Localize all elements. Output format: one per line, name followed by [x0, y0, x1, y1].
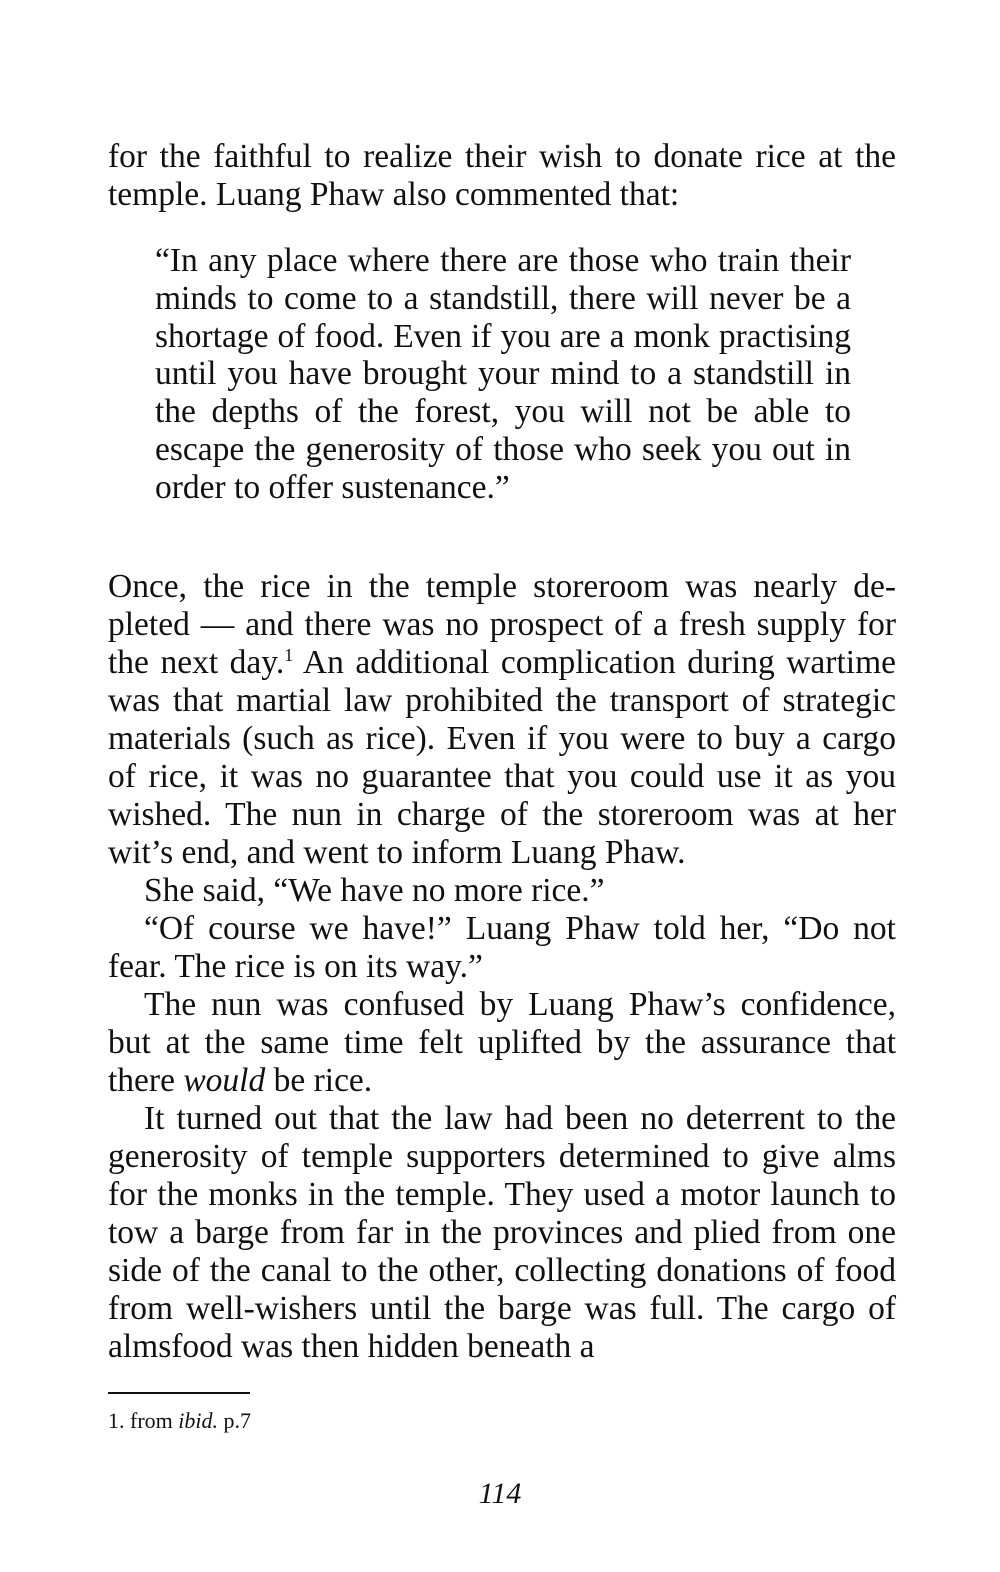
paragraph-nun-confused-text-a: The nun was confused by Luang Phaw’s confidence, but at the same time felt uplifted by the assurance that there — [108, 986, 896, 1099]
main-body — [108, 568, 896, 1366]
footnote-prefix: 1. from — [108, 1408, 179, 1433]
paragraph-rice-depleted — [108, 568, 896, 872]
paragraph-nun-confused — [108, 986, 896, 1100]
paragraph-law-deterrent-text: It turned out that the law had been no deterrent to the generosity of temple supporters determined to give alms for the monks in the temple. They used a motor launch to tow a barge from far in the provinces and plied from one side of the canal to the other, collecting donations of food from well-wishers until the barge was full. The cargo of almsfood was then hidden beneath a — [108, 1100, 896, 1365]
emphasis-would: would — [183, 1062, 266, 1099]
paragraph-nun-said-text: She said, “We have no more rice.” — [144, 872, 605, 909]
footnote-divider — [108, 1392, 250, 1394]
page-number: 114 — [478, 1477, 522, 1510]
paragraph-intro — [108, 138, 896, 214]
paragraph-nun-confused-text-b: be rice. — [265, 1062, 373, 1099]
paragraph-rice-depleted-text-a: Once, the rice in the temple storeroom was nearly depleted — and there was no prospect of a fresh supply for the next day. — [108, 568, 896, 681]
block-quote-text: “In any place where there are those who train their minds to come to a standstill, there will never be a shortage of food. Even if you are a monk practising until you have brought your mind to a standstill in the depths of the forest, you will not be able to escape the generosity of those who seek you out in order to offer sustenance.” — [155, 242, 851, 506]
paragraph-rice-depleted-text-b: An additional complication during wartime was that martial law prohibited the transport of strategic materials (such as rice). Even if you were to buy a cargo of rice, it was no guarantee that you could use it as you wished. The nun in charge of the storeroom was at her wit’s end, and went to inform Luang Phaw. — [108, 644, 896, 871]
footnote — [108, 1408, 251, 1434]
paragraph-luang-phaw-reply-text: “Of course we have!” Luang Phaw told her, “Do not fear. The rice is on its way.” — [108, 910, 896, 985]
footnote-suffix: p.7 — [218, 1408, 251, 1433]
paragraph-intro-text: for the faithful to realize their wish to donate rice at the temple. Luang Phaw also commented that: — [108, 138, 896, 213]
paragraph-luang-phaw-reply — [108, 910, 896, 986]
block-quote — [155, 242, 851, 507]
footnote-marker: 1 — [284, 644, 294, 665]
footnote-ibid: ibid. — [178, 1408, 218, 1433]
paragraph-law-deterrent — [108, 1100, 896, 1366]
paragraph-nun-said — [108, 872, 896, 910]
